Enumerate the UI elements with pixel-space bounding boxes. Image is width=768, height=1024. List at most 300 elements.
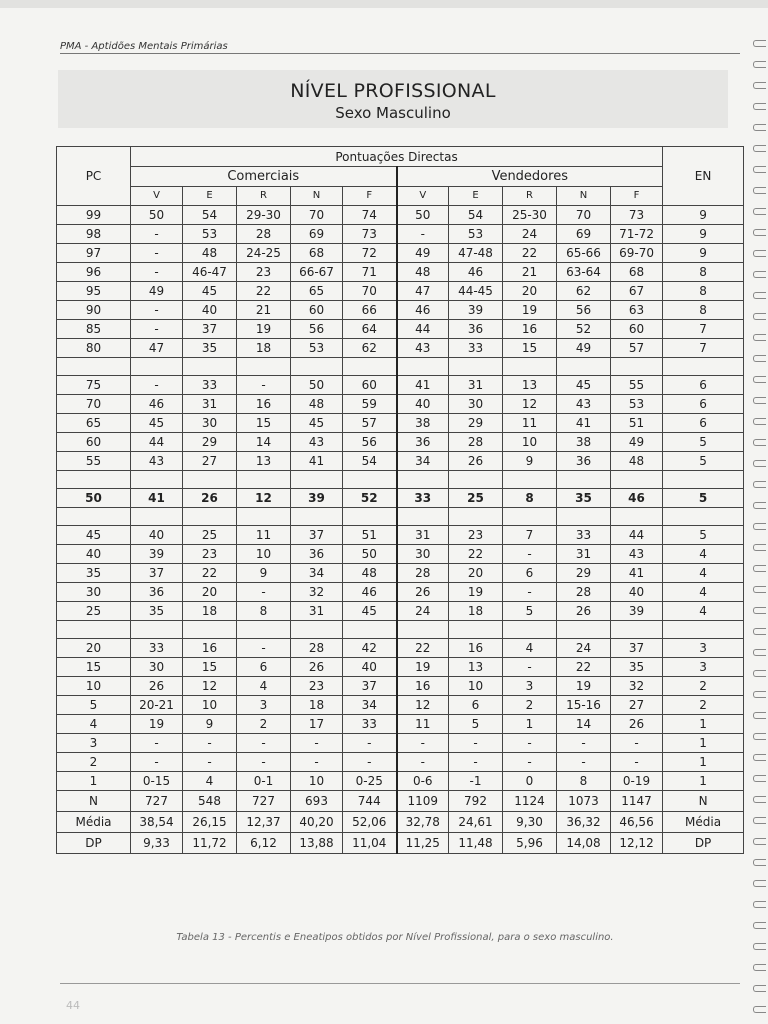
empty-cell (557, 471, 611, 489)
score-cell: 72 (343, 244, 397, 263)
score-cell: 14 (237, 433, 291, 452)
score-cell: 19 (131, 715, 183, 734)
summary-cell: 12,37 (237, 812, 291, 833)
score-cell: 34 (397, 452, 449, 471)
score-cell: - (449, 734, 503, 753)
column-header: R (503, 187, 557, 206)
spiral-ring (753, 292, 766, 299)
score-cell: 37 (131, 564, 183, 583)
pc-cell: 3 (57, 734, 131, 753)
score-cell: 46 (397, 301, 449, 320)
score-cell: 44 (397, 320, 449, 339)
empty-cell (343, 508, 397, 526)
column-header: R (237, 187, 291, 206)
score-cell: 34 (291, 564, 343, 583)
spiral-ring (753, 229, 766, 236)
en-header: EN (663, 147, 744, 206)
score-cell: 22 (503, 244, 557, 263)
score-cell: 47 (131, 339, 183, 358)
summary-cell: 46,56 (611, 812, 663, 833)
score-cell: 46-47 (183, 263, 237, 282)
summary-en-label: DP (663, 833, 744, 854)
score-cell: 32 (291, 583, 343, 602)
score-cell: 21 (237, 301, 291, 320)
pc-cell: 5 (57, 696, 131, 715)
score-cell: - (237, 753, 291, 772)
spacer-row (57, 471, 744, 489)
score-cell: 41 (611, 564, 663, 583)
spiral-ring (753, 733, 766, 740)
score-cell: 26 (611, 715, 663, 734)
score-cell: 0-1 (237, 772, 291, 791)
table-row (57, 583, 744, 602)
score-cell: 20 (183, 583, 237, 602)
spiral-ring (753, 943, 766, 950)
score-cell: 65 (291, 282, 343, 301)
score-cell: 31 (291, 602, 343, 621)
empty-cell (611, 508, 663, 526)
pc-cell: 55 (57, 452, 131, 471)
table-row (57, 489, 744, 508)
score-cell: 8 (503, 489, 557, 508)
score-cell: 62 (557, 282, 611, 301)
summary-cell: 14,08 (557, 833, 611, 854)
score-cell: - (291, 734, 343, 753)
score-cell: 11 (397, 715, 449, 734)
score-cell: 43 (397, 339, 449, 358)
pc-cell: 96 (57, 263, 131, 282)
table-row (57, 395, 744, 414)
summary-cell: 11,25 (397, 833, 449, 854)
score-cell: 55 (611, 376, 663, 395)
score-cell: 19 (397, 658, 449, 677)
summary-cell: 1147 (611, 791, 663, 812)
table-row (57, 452, 744, 471)
empty-cell (557, 621, 611, 639)
summary-cell: 5,96 (503, 833, 557, 854)
score-cell: 45 (131, 414, 183, 433)
spiral-ring (753, 397, 766, 404)
score-cell: - (183, 734, 237, 753)
score-cell: 12 (183, 677, 237, 696)
summary-en-label: Média (663, 812, 744, 833)
pc-cell: 4 (57, 715, 131, 734)
score-cell: 24 (397, 602, 449, 621)
table-row (57, 320, 744, 339)
score-cell: 33 (343, 715, 397, 734)
score-cell: 19 (503, 301, 557, 320)
score-cell: - (557, 734, 611, 753)
spiral-ring (753, 313, 766, 320)
score-cell: 0-6 (397, 772, 449, 791)
table-row (57, 639, 744, 658)
pc-cell: 75 (57, 376, 131, 395)
pc-cell: 85 (57, 320, 131, 339)
score-cell: - (131, 301, 183, 320)
score-cell: - (503, 658, 557, 677)
score-cell: 69-70 (611, 244, 663, 263)
score-cell: 71 (343, 263, 397, 282)
score-cell: 19 (237, 320, 291, 339)
score-cell: 29 (557, 564, 611, 583)
en-cell: 5 (663, 452, 744, 471)
score-cell: 43 (557, 395, 611, 414)
score-cell: - (397, 734, 449, 753)
empty-cell (183, 508, 237, 526)
score-cell: 66-67 (291, 263, 343, 282)
spiral-ring (753, 124, 766, 131)
score-cell: 40 (183, 301, 237, 320)
score-cell: 15 (503, 339, 557, 358)
score-cell: 70 (343, 282, 397, 301)
score-cell: 69 (291, 225, 343, 244)
score-cell: 36 (291, 545, 343, 564)
score-cell: 47 (397, 282, 449, 301)
spiral-ring (753, 607, 766, 614)
score-cell: 48 (343, 564, 397, 583)
page-number: 44 (66, 999, 80, 1012)
score-cell: 23 (183, 545, 237, 564)
spiral-ring (753, 40, 766, 47)
score-cell: 45 (557, 376, 611, 395)
score-cell: 50 (291, 376, 343, 395)
spiral-ring (753, 376, 766, 383)
spiral-ring (753, 271, 766, 278)
summary-cell: 52,06 (343, 812, 397, 833)
empty-cell (343, 621, 397, 639)
spiral-ring (753, 775, 766, 782)
score-cell: 4 (183, 772, 237, 791)
score-cell: 4 (237, 677, 291, 696)
spacer-row (57, 508, 744, 526)
score-cell: - (611, 753, 663, 772)
score-cell: 7 (503, 526, 557, 545)
score-cell: 41 (291, 452, 343, 471)
empty-cell (237, 621, 291, 639)
summary-cell: 13,88 (291, 833, 343, 854)
spiral-ring (753, 439, 766, 446)
summary-row (57, 812, 744, 833)
score-cell: 36 (131, 583, 183, 602)
en-cell: 6 (663, 414, 744, 433)
score-cell: 11 (503, 414, 557, 433)
en-cell: 1 (663, 772, 744, 791)
score-cell: 16 (503, 320, 557, 339)
score-cell: - (183, 753, 237, 772)
summary-cell: 1109 (397, 791, 449, 812)
score-cell: 24 (503, 225, 557, 244)
score-cell: 23 (237, 263, 291, 282)
spiral-binding (750, 0, 768, 1024)
summary-cell: 9,33 (131, 833, 183, 854)
spiral-ring (753, 691, 766, 698)
score-cell: 14 (557, 715, 611, 734)
pc-cell: 25 (57, 602, 131, 621)
score-cell: 27 (611, 696, 663, 715)
spacer-row (57, 358, 744, 376)
score-cell: 15 (237, 414, 291, 433)
score-cell: 27 (183, 452, 237, 471)
summary-cell: 1124 (503, 791, 557, 812)
spiral-ring (753, 82, 766, 89)
score-cell: 37 (183, 320, 237, 339)
score-cell: 48 (397, 263, 449, 282)
score-cell: 49 (397, 244, 449, 263)
pc-cell: 35 (57, 564, 131, 583)
score-cell: 10 (237, 545, 291, 564)
spiral-ring (753, 355, 766, 362)
table-row (57, 564, 744, 583)
empty-cell (663, 621, 744, 639)
score-cell: 50 (131, 206, 183, 225)
score-cell: 18 (291, 696, 343, 715)
empty-cell (503, 358, 557, 376)
score-cell: 11 (237, 526, 291, 545)
score-cell: 16 (397, 677, 449, 696)
summary-cell: 40,20 (291, 812, 343, 833)
en-cell: 6 (663, 395, 744, 414)
pc-cell: 90 (57, 301, 131, 320)
score-cell: 65-66 (557, 244, 611, 263)
table-row (57, 545, 744, 564)
pc-cell: 10 (57, 677, 131, 696)
score-cell: 25-30 (503, 206, 557, 225)
empty-cell (397, 471, 449, 489)
score-cell: 54 (183, 206, 237, 225)
empty-cell (449, 358, 503, 376)
score-cell: - (237, 639, 291, 658)
spiral-ring (753, 859, 766, 866)
score-cell: 6 (449, 696, 503, 715)
empty-cell (397, 621, 449, 639)
empty-cell (611, 471, 663, 489)
score-cell: 12 (237, 489, 291, 508)
score-cell: - (131, 263, 183, 282)
summary-cell: 11,48 (449, 833, 503, 854)
table-row (57, 225, 744, 244)
spiral-ring (753, 250, 766, 257)
score-cell: - (131, 320, 183, 339)
spiral-ring (753, 796, 766, 803)
score-cell: 71-72 (611, 225, 663, 244)
score-cell: 46 (131, 395, 183, 414)
summary-cell: 11,72 (183, 833, 237, 854)
column-header: E (183, 187, 237, 206)
summary-label: DP (57, 833, 131, 854)
pc-cell: 98 (57, 225, 131, 244)
score-cell: 73 (611, 206, 663, 225)
pc-cell: 65 (57, 414, 131, 433)
score-cell: 24 (557, 639, 611, 658)
spiral-ring (753, 838, 766, 845)
score-cell: 39 (131, 545, 183, 564)
score-cell: 20-21 (131, 696, 183, 715)
score-cell: 35 (557, 489, 611, 508)
score-cell: 25 (449, 489, 503, 508)
score-cell: - (131, 225, 183, 244)
en-cell: 5 (663, 526, 744, 545)
en-cell: 4 (663, 583, 744, 602)
score-cell: 31 (557, 545, 611, 564)
pc-cell: 60 (57, 433, 131, 452)
empty-cell (183, 358, 237, 376)
score-cell: 49 (611, 433, 663, 452)
spiral-ring (753, 145, 766, 152)
score-cell: 50 (397, 206, 449, 225)
table-row (57, 376, 744, 395)
score-cell: 44 (131, 433, 183, 452)
score-cell: 40 (343, 658, 397, 677)
pc-cell: 95 (57, 282, 131, 301)
empty-cell (57, 621, 131, 639)
summary-row (57, 791, 744, 812)
column-header: V (131, 187, 183, 206)
score-cell: 6 (503, 564, 557, 583)
score-cell: 42 (343, 639, 397, 658)
en-cell: 8 (663, 301, 744, 320)
score-cell: 17 (291, 715, 343, 734)
score-cell: 45 (291, 414, 343, 433)
summary-cell: 11,04 (343, 833, 397, 854)
score-cell: 6 (237, 658, 291, 677)
score-cell: 40 (131, 526, 183, 545)
score-cell: 30 (131, 658, 183, 677)
score-cell: 30 (397, 545, 449, 564)
spiral-ring (753, 754, 766, 761)
score-cell: 22 (237, 282, 291, 301)
table-row (57, 696, 744, 715)
score-cell: 31 (449, 376, 503, 395)
spiral-ring (753, 61, 766, 68)
running-header: PMA - Aptidões Mentais Primárias (60, 41, 740, 54)
score-cell: 5 (449, 715, 503, 734)
empty-cell (237, 358, 291, 376)
norms-table (56, 146, 744, 854)
score-cell: 37 (291, 526, 343, 545)
score-cell: 10 (291, 772, 343, 791)
spiral-ring (753, 418, 766, 425)
score-cell: 68 (611, 263, 663, 282)
spiral-ring (753, 1006, 766, 1013)
score-cell: 52 (343, 489, 397, 508)
summary-cell: 727 (131, 791, 183, 812)
summary-cell: 727 (237, 791, 291, 812)
score-cell: 60 (343, 376, 397, 395)
column-header: V (397, 187, 449, 206)
summary-cell: 744 (343, 791, 397, 812)
column-header: N (291, 187, 343, 206)
score-cell: 19 (449, 583, 503, 602)
empty-cell (449, 621, 503, 639)
spiral-ring (753, 628, 766, 635)
empty-cell (237, 471, 291, 489)
score-cell: 18 (183, 602, 237, 621)
spiral-ring (753, 565, 766, 572)
spiral-ring (753, 649, 766, 656)
score-cell: 3 (237, 696, 291, 715)
spacer-row (57, 621, 744, 639)
score-cell: 38 (397, 414, 449, 433)
score-cell: 40 (397, 395, 449, 414)
score-cell: 20 (503, 282, 557, 301)
score-cell: 73 (343, 225, 397, 244)
score-cell: 18 (237, 339, 291, 358)
score-cell: 13 (449, 658, 503, 677)
score-cell: 28 (449, 433, 503, 452)
score-cell: 29 (183, 433, 237, 452)
score-cell: - (343, 753, 397, 772)
score-cell: 39 (611, 602, 663, 621)
score-cell: 48 (611, 452, 663, 471)
score-cell: 26 (449, 452, 503, 471)
score-cell: 0-19 (611, 772, 663, 791)
en-cell: 8 (663, 282, 744, 301)
spiral-ring (753, 208, 766, 215)
en-cell: 3 (663, 658, 744, 677)
score-cell: 53 (291, 339, 343, 358)
spiral-ring (753, 187, 766, 194)
pc-cell: 20 (57, 639, 131, 658)
score-cell: 29 (449, 414, 503, 433)
en-cell: 3 (663, 639, 744, 658)
score-cell: 1 (503, 715, 557, 734)
summary-row (57, 833, 744, 854)
score-cell: - (611, 734, 663, 753)
score-cell: 12 (397, 696, 449, 715)
group-header: Pontuações Directas (131, 147, 663, 167)
en-cell: 1 (663, 715, 744, 734)
empty-cell (663, 358, 744, 376)
spiral-ring (753, 880, 766, 887)
spiral-ring (753, 712, 766, 719)
score-cell: 51 (343, 526, 397, 545)
pc-cell: 2 (57, 753, 131, 772)
score-cell: 10 (503, 433, 557, 452)
score-cell: 13 (503, 376, 557, 395)
spiral-ring (753, 670, 766, 677)
page-top-edge (0, 0, 768, 8)
empty-cell (449, 508, 503, 526)
score-cell: 60 (291, 301, 343, 320)
empty-cell (291, 621, 343, 639)
score-cell: 21 (503, 263, 557, 282)
score-cell: 63 (611, 301, 663, 320)
score-cell: 38 (557, 433, 611, 452)
score-cell: 26 (183, 489, 237, 508)
empty-cell (343, 358, 397, 376)
en-cell: 1 (663, 753, 744, 772)
score-cell: 43 (611, 545, 663, 564)
spiral-ring (753, 460, 766, 467)
en-cell: 9 (663, 244, 744, 263)
en-cell: 5 (663, 433, 744, 452)
pc-cell: 45 (57, 526, 131, 545)
spiral-ring (753, 544, 766, 551)
score-cell: 33 (131, 639, 183, 658)
spiral-ring (753, 964, 766, 971)
pc-cell: 30 (57, 583, 131, 602)
spiral-ring (753, 985, 766, 992)
en-cell: 2 (663, 696, 744, 715)
score-cell: 39 (449, 301, 503, 320)
en-cell: 9 (663, 225, 744, 244)
score-cell: 31 (397, 526, 449, 545)
pc-cell: 97 (57, 244, 131, 263)
score-cell: 15 (183, 658, 237, 677)
en-cell: 7 (663, 339, 744, 358)
score-cell: 43 (291, 433, 343, 452)
table-row (57, 753, 744, 772)
